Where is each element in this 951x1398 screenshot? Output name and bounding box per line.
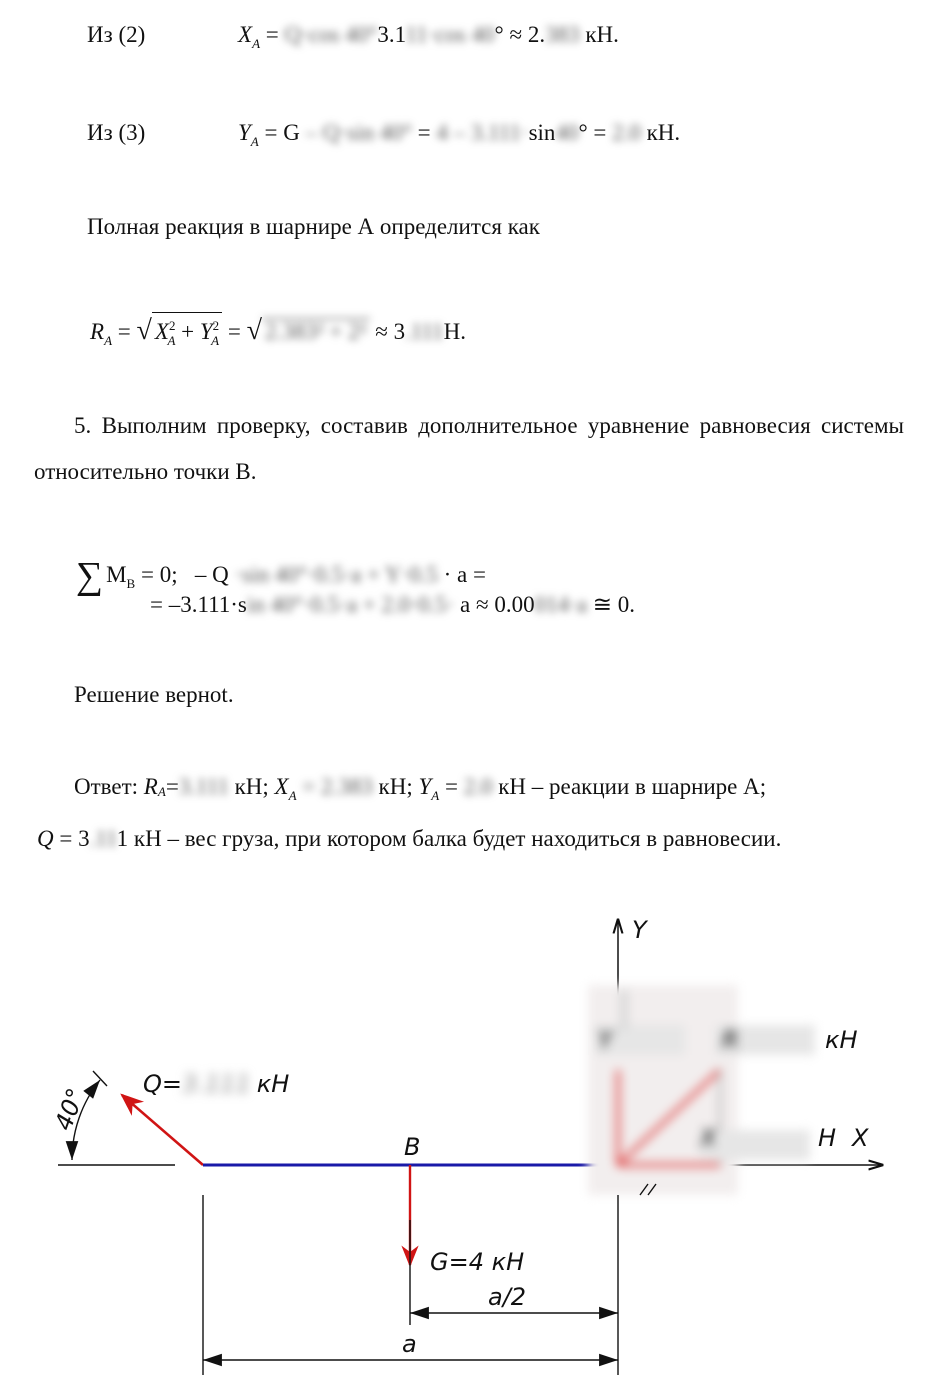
q-symbol: Q [37, 826, 54, 851]
g-force-label: G=4 кН [430, 1248, 525, 1276]
xa-sub: A [252, 36, 261, 51]
reaction-vectors [588, 985, 815, 1195]
full-reaction-text: Полная реакция в шарнире А определится как [87, 214, 540, 239]
q-force-label: Q=3.111 кН [143, 1070, 290, 1098]
blurred-term: 014·a [534, 592, 587, 617]
q-tail: 1 кН – вес груза, при котором балка будет находиться в равновесии. [116, 826, 782, 851]
eq-sign: = [417, 120, 431, 145]
unit: кН; [378, 774, 413, 799]
x-axis-label: X [852, 1124, 869, 1152]
blurred-term: .111 [405, 319, 444, 344]
ya-sub: A [250, 134, 259, 149]
moment-symbol: M [106, 562, 127, 587]
answer-line1 [74, 774, 766, 804]
blurred-term: in 40°·0.5·a + 2.0·0.5· [246, 592, 455, 617]
half-dimension-label: a/2 [488, 1283, 527, 1311]
degree: ° [494, 22, 504, 47]
ra-symbol: R [143, 774, 158, 799]
approx: ≈ 2. [509, 22, 546, 47]
unit: кН; [234, 774, 269, 799]
blurred-term: 2.0 [463, 774, 493, 799]
blurred-term: ·sin 40°·0.5·a + Y [234, 562, 402, 587]
row2-start: = –3.111·s [150, 592, 247, 617]
xa-sub: A [288, 788, 297, 803]
blurred-term: .11 [89, 826, 117, 851]
value-part: 3.1 [377, 22, 406, 47]
ra-sub: A [157, 784, 166, 799]
sqrt-content [152, 312, 222, 354]
eq-sign: = G [264, 120, 300, 145]
full-dimension-label: a [402, 1330, 417, 1358]
eq-sign: = [165, 774, 179, 799]
minus-q: – Q [194, 562, 229, 587]
check-paragraph: 5. Выполним проверку, составив дополнительное уравнение равновесия системы относительно точки В. [34, 413, 904, 484]
angle-tick [93, 1071, 107, 1086]
blurred-term: 2.383² + 2² [262, 318, 370, 345]
ra-reaction-label: R [722, 1026, 739, 1054]
ya-reaction-label: Y [598, 1026, 613, 1054]
dot-a: · a = [443, 562, 486, 587]
row2-end: ≅ 0. [592, 592, 636, 617]
equation-from-2 [87, 22, 145, 48]
y-term: Y [199, 319, 213, 344]
answer-line2 [37, 826, 781, 852]
blurred-term: 40 [555, 120, 579, 145]
eq-sign: = [227, 319, 241, 344]
blurred-term: 4 – 3.111· [436, 120, 529, 145]
solution-correct-text: Решение верноt. [74, 682, 234, 707]
eq-sign: = [444, 774, 458, 799]
unit: кН. [646, 120, 681, 145]
q-force-arrow [122, 1095, 203, 1165]
eq-label: Из (3) [87, 120, 146, 145]
ya-formula [238, 120, 680, 150]
blurred-term: = 2.383 [302, 774, 373, 799]
sin: sin [528, 120, 556, 145]
eq-sign: = [117, 319, 131, 344]
x-term: X [154, 319, 169, 344]
point-b-label: B [404, 1133, 421, 1161]
angle-label: 40° [49, 1084, 91, 1135]
moment-equation-row2 [150, 592, 635, 618]
row2-mid: a ≈ 0.00 [460, 592, 535, 617]
answer-tail: кН – реакции в шарнире А; [498, 774, 767, 799]
approx: ≈ 3 [375, 319, 406, 344]
xa-symbol: X [274, 774, 289, 799]
sqrt-sign: √ [246, 315, 262, 346]
ya-sub: A [431, 788, 440, 803]
ya-symbol: Y [418, 774, 432, 799]
sum-symbol: ∑ [76, 555, 104, 597]
ra-formula [90, 312, 466, 354]
eq-sign: = 3 [59, 826, 90, 851]
blurred-term: – Q·sin 40° [305, 120, 412, 145]
xa-reaction-label: X [700, 1124, 717, 1152]
blurred-term: 3.111 [178, 774, 229, 799]
equation-from-3 [87, 120, 145, 146]
blurred-term: ·0.5 [401, 562, 438, 587]
blurred-term: 11·cos 40 [405, 22, 495, 47]
moment-equation-row1 [76, 548, 486, 597]
xa-unit-tail: Н [818, 1124, 837, 1152]
y-sub: A [211, 333, 220, 348]
eq-label: Из (2) [87, 22, 146, 47]
ra-symbol: R [90, 319, 105, 344]
ra-unit-label: кН [825, 1026, 858, 1054]
answer-lead: Ответ: [74, 774, 144, 799]
eq-sign: = [265, 22, 279, 47]
xa-formula [238, 22, 619, 52]
degree: ° [578, 120, 588, 145]
ya-symbol: Y [238, 120, 251, 145]
unit: Н. [443, 319, 467, 344]
eq-zero: = 0; [140, 562, 178, 587]
eq-sign: = [593, 120, 607, 145]
xa-symbol: X [238, 22, 253, 47]
plus: + [181, 319, 195, 344]
blurred-term: 383 [545, 22, 580, 47]
x-sub: A [167, 333, 176, 348]
blurred-term: 2.0 [612, 120, 641, 145]
moment-sub: B [126, 576, 136, 591]
beam-diagram [0, 890, 951, 1398]
blurred-term: Q·cos 40° [284, 22, 378, 47]
y-axis-label: Y [632, 916, 647, 944]
sqrt-sign: √ [136, 315, 152, 346]
square: 2 [212, 318, 220, 333]
ra-sub: A [104, 333, 113, 348]
square: 2 [168, 318, 176, 333]
unit: кН. [585, 22, 619, 47]
